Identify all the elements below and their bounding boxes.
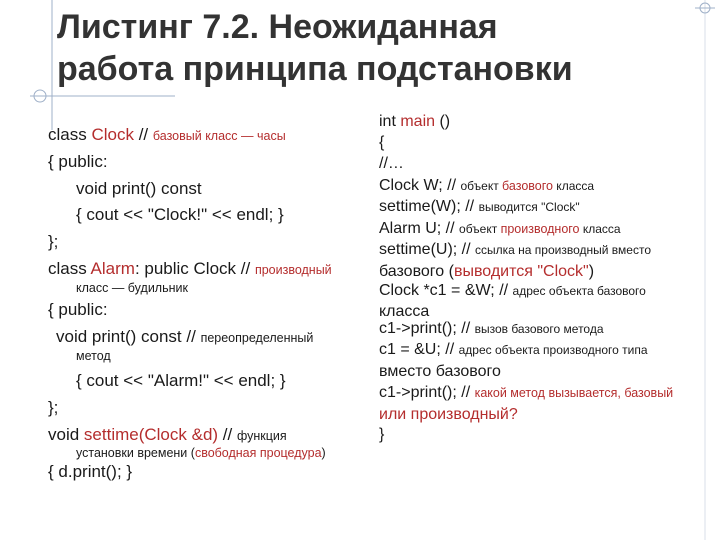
code-text: int xyxy=(379,113,401,130)
code-text: void print() const // xyxy=(56,327,201,346)
code-line: }; xyxy=(48,398,59,417)
code-line xyxy=(379,197,580,217)
code-text: Clock *c1 = &W; // xyxy=(379,282,513,299)
code-comment-line xyxy=(379,262,594,282)
slide-title xyxy=(57,6,717,90)
code-comment: вызов базового метода xyxy=(474,322,604,336)
code-line xyxy=(379,281,646,301)
code-line xyxy=(379,176,594,196)
title-line-2: работа принципа подстановки xyxy=(57,50,573,88)
code-text: Clock W; // xyxy=(379,177,461,194)
code-line xyxy=(48,259,332,280)
code-line xyxy=(379,240,651,260)
code-comment-line: класса xyxy=(379,303,430,320)
code-line: } xyxy=(379,426,385,443)
code-line xyxy=(56,327,313,348)
code-comment: установки времени ( xyxy=(76,446,195,460)
code-line xyxy=(379,219,621,239)
code-line: //… xyxy=(379,155,404,172)
code-comment-line: вместо базового xyxy=(379,363,501,380)
code-comment: базового ( xyxy=(379,263,454,280)
code-line xyxy=(379,112,450,132)
code-comment: производный xyxy=(254,263,332,277)
code-line: }; xyxy=(48,232,59,251)
code-comment: класса xyxy=(579,222,621,236)
code-line xyxy=(48,125,286,146)
code-highlight: Alarm xyxy=(90,259,135,278)
code-text: c1 = &U; // xyxy=(379,341,459,358)
code-highlight: settime(Clock &d) xyxy=(83,425,219,444)
code-comment: ссылка на производный вместо xyxy=(475,243,651,257)
code-line: void print() const xyxy=(76,179,202,198)
code-text: c1->print(); // xyxy=(379,320,475,337)
code-line xyxy=(379,383,673,403)
code-comment-line: метод xyxy=(76,349,111,363)
code-comment-line: или производный? xyxy=(379,406,518,423)
code-highlight: производного xyxy=(500,222,580,236)
code-comment-line: класс — будильник xyxy=(76,281,188,295)
code-line xyxy=(379,340,648,360)
code-text: () xyxy=(435,113,451,130)
code-text: // xyxy=(133,125,153,144)
code-text: : public Clock // xyxy=(134,259,255,278)
code-text: Alarm U; // xyxy=(379,220,460,237)
title-line-1: Листинг 7.2. Неожиданная xyxy=(57,8,498,46)
code-text: settime(U); // xyxy=(379,241,476,258)
code-comment-line xyxy=(76,443,326,463)
code-highlight: базового xyxy=(502,179,553,193)
code-comment: ) xyxy=(588,263,595,280)
code-line: { xyxy=(379,134,385,151)
code-comment: выводится "Clock" xyxy=(478,200,580,214)
code-comment: базовый класс — часы xyxy=(152,129,286,143)
code-comment: адрес объекта производного типа xyxy=(458,343,648,357)
code-text: // xyxy=(218,425,237,444)
code-line: { cout << "Clock!" << endl; } xyxy=(76,205,284,224)
code-highlight: выводится "Clock" xyxy=(453,263,589,280)
code-comment: объект xyxy=(459,222,501,236)
code-comment: ) xyxy=(321,446,326,460)
code-line: { public: xyxy=(48,152,108,171)
code-highlight: main xyxy=(400,113,436,130)
code-text: c1->print(); // xyxy=(379,384,475,401)
code-comment: переопределенный xyxy=(200,331,314,345)
code-line: { d.print(); } xyxy=(48,462,133,481)
code-line: { public: xyxy=(48,300,108,319)
code-line: { cout << "Alarm!" << endl; } xyxy=(76,371,286,390)
code-text: void xyxy=(48,425,84,444)
code-comment: адрес объекта базового xyxy=(512,284,646,298)
code-comment: класса xyxy=(552,179,595,193)
code-text: settime(W); // xyxy=(379,198,479,215)
code-comment: объект xyxy=(460,179,503,193)
code-highlight: Clock xyxy=(91,125,134,144)
code-highlight: какой метод вызывается, базовый xyxy=(474,386,674,400)
code-text: class xyxy=(48,125,92,144)
code-text: class xyxy=(48,259,91,278)
code-highlight: свободная процедура xyxy=(194,446,322,460)
code-line xyxy=(379,319,604,339)
code-comment: функция xyxy=(236,429,287,443)
